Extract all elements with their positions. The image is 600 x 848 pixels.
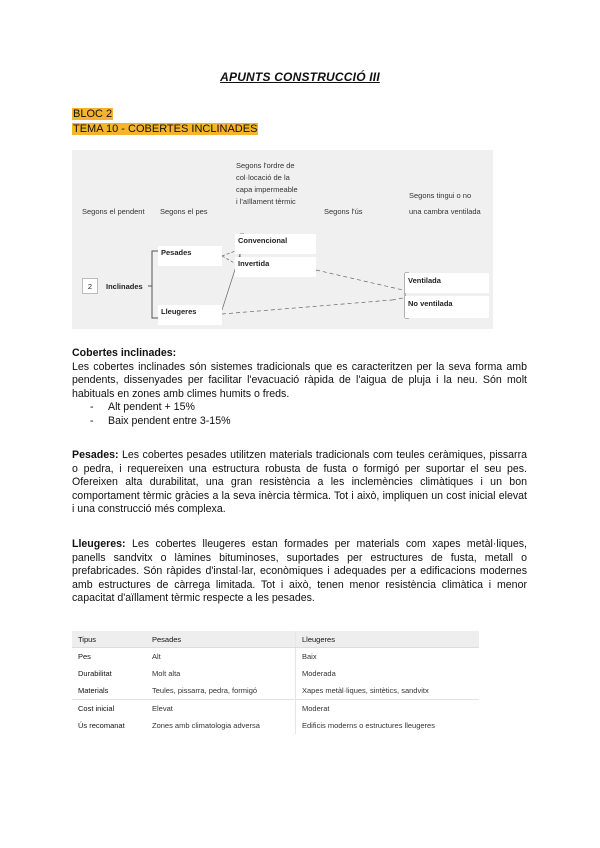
node-invertida: Invertida: [235, 257, 316, 277]
node-pesades: Pesades: [158, 246, 222, 266]
bloc-label: BLOC 2: [73, 108, 113, 120]
table-header: Pesades: [146, 631, 296, 648]
cobertes-text: Les cobertes inclinades són sistemes tradicionals que es caracteritzen per la seva forma amb pendents, dissenyades per facilitar l'evacuació ràpida de l'aigua de pluja i la neu. Són molt habituals en zones amb climes humits o freds.: [72, 360, 527, 400]
table-cell: Edificis moderns o estructures lleugeres: [302, 721, 435, 730]
table-header-row: [72, 631, 479, 648]
table-cell: Xapes metàl·liques, sintètics, sandvitx: [302, 686, 429, 695]
table-row: [72, 717, 479, 734]
header-pes: Segons el pes: [160, 207, 208, 216]
pesades-text: Les cobertes pesades utilitzen materials tradicionals com teules ceràmiques, pissarra o pedra, i requereixen una estructura robusta de fusta o formigó per suportar el seu pes. Ofereixen alta durabilitat, una gran resistència a les inclemències climàtiques i un bon comportament tèrmic gràcies a la seva inèrcia tèrmica. Tot i això, impliquen un cost inicial elevat i una construcció més complexa.: [72, 449, 527, 516]
node-inclinades: Inclinades: [106, 282, 143, 291]
table-cell: Elevat: [146, 700, 296, 718]
table-cell: Ús recomanat: [78, 721, 125, 730]
classification-diagram: [72, 150, 493, 329]
header-ordre-1: Segons l'ordre de: [236, 161, 295, 170]
cobertes-section: [72, 347, 527, 429]
table-cell: Moderat: [296, 700, 480, 718]
header-ordre-4: i l'aïllament tèrmic: [236, 197, 296, 206]
pendent-list: [90, 401, 527, 428]
tema-label: TEMA 10 - COBERTES INCLINADES: [73, 123, 258, 135]
table-cell: Durabilitat: [78, 669, 112, 678]
node-convencional: Convencional: [235, 234, 316, 254]
inclinades-bracket: [148, 251, 158, 318]
lleugeres-text: Les cobertes lleugeres estan formades per materials com xapes metàl·liques, panells sandvitx o làmines bituminoses, suportades per estructures de fusta, metall o prefabricades. Són ràpides d'instal·lar, econòmiques i adequades per a edificacions modernes amb estructures de càrrega limitada. Tot i això, tenen menor resistència climàtica i menor capacitat d'aïllament tèrmic respecte a les pesades.: [72, 538, 527, 605]
page-title: APUNTS CONSTRUCCIÓ III: [220, 70, 380, 84]
table-cell: Molt alta: [146, 665, 296, 682]
lleugeres-heading: Lleugeres:: [72, 538, 126, 550]
header-us: Segons l'ús: [324, 207, 363, 216]
header-ordre-3: capa impermeable: [236, 185, 298, 194]
header-cambra-1: Segons tingui o no: [409, 191, 472, 200]
comparison-table: [72, 631, 479, 734]
number-box: 2: [82, 278, 98, 294]
header-ordre-2: col·locació de la: [236, 173, 290, 182]
table-cell: Pes: [78, 652, 91, 661]
table-cell: Alt: [146, 648, 296, 666]
table-cell: Zones amb climatologia adversa: [146, 717, 296, 734]
table-cell: Cost inicial: [72, 700, 146, 718]
node-ventilada: Ventilada: [405, 273, 489, 293]
table-cell: Moderada: [302, 669, 336, 678]
list-item: - Alt pendent + 15%: [90, 401, 527, 415]
list-item: - Baix pendent entre 3-15%: [90, 415, 527, 429]
pesades-heading: Pesades:: [72, 449, 119, 461]
cobertes-heading: Cobertes inclinades:: [72, 347, 177, 359]
table-cell: Materials: [78, 686, 109, 695]
table-row: [72, 648, 479, 666]
table-row: [72, 682, 479, 700]
header-pendent: Segons el pendent: [82, 207, 145, 216]
table-cell: Teules, pissarra, pedra, formigó: [146, 682, 296, 700]
header-cambra-2: una cambra ventilada: [409, 207, 481, 216]
pesades-section: [72, 449, 527, 517]
table-row: [72, 665, 479, 682]
table-row: [72, 700, 479, 718]
node-no-ventilada: No ventilada: [405, 296, 489, 318]
table-cell: Baix: [302, 652, 317, 661]
table-header: Lleugeres: [296, 631, 480, 648]
table-header: Tipus: [72, 631, 146, 648]
lleugeres-section: [72, 538, 527, 606]
node-lleugeres: Lleugeres: [158, 305, 222, 325]
